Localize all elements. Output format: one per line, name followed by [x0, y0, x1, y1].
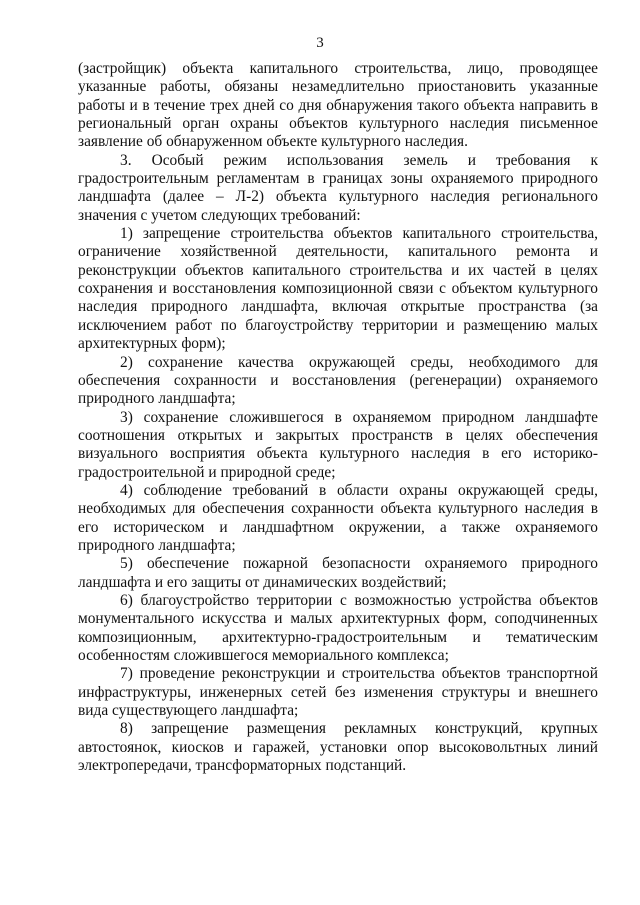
- paragraph-section-3: 3. Особый режим использования земель и требования к градостроительным регламентам в границах зоны охраняемого природного ландшафта (далее – Л-2) объекта культурного наследия регионального значения с учетом следующих требований:: [78, 151, 598, 224]
- list-item-7: 7) проведение реконструкции и строительства объектов транспортной инфраструктуры, инженерных сетей без изменения структуры и внешнего вида существующего ландшафта;: [78, 665, 598, 720]
- list-item-6: 6) благоустройство территории с возможностью устройства объектов монументального искусства и малых архитектурных форм, соподчиненных композиционным, архитектурно-градостроительным и тематическим особенностям сложившегося мемориального комплекса;: [78, 591, 598, 664]
- list-item-2: 2) сохранение качества окружающей среды, необходимого для обеспечения сохранности и восстановления (регенерации) охраняемого природного ландшафта;: [78, 353, 598, 408]
- document-body: [78, 60, 598, 775]
- list-item-8: 8) запрещение размещения рекламных конструкций, крупных автостоянок, киосков и гаражей, установки опор высоковольтных линий электропередачи, трансформаторных подстанций.: [78, 720, 598, 775]
- list-item-1: 1) запрещение строительства объектов капитального строительства, ограничение хозяйственной деятельности, капитального ремонта и реконструкции объектов капитального строительства и их частей в целях сохранения и восстановления композиционной связи с объектом культурного наследия природного ландшафта, включая открытые пространства (за исключением работ по благоустройству территории и размещению малых архитектурных форм);: [78, 225, 598, 353]
- page-number: 3: [316, 35, 324, 51]
- list-item-3: 3) сохранение сложившегося в охраняемом природном ландшафте соотношения открытых и закрытых пространств в целях обеспечения визуального восприятия объекта культурного наследия в его историко-градостроительной и природной среде;: [78, 408, 598, 481]
- paragraph-continuation: (застройщик) объекта капитального строительства, лицо, проводящее указанные работы, обязаны незамедлительно приостановить указанные работы и в течение трех дней со дня обнаружения такого объекта направить в региональный орган охраны объектов культурного наследия письменное заявление об обнаруженном объекте культурного наследия.: [78, 60, 598, 151]
- list-item-4: 4) соблюдение требований в области охраны окружающей среды, необходимых для обеспечения сохранности объекта культурного наследия в его историческом и ландшафтном окружении, а также охраняемого природного ландшафта;: [78, 481, 598, 554]
- list-item-5: 5) обеспечение пожарной безопасности охраняемого природного ландшафта и его защиты от динамических воздействий;: [78, 555, 598, 591]
